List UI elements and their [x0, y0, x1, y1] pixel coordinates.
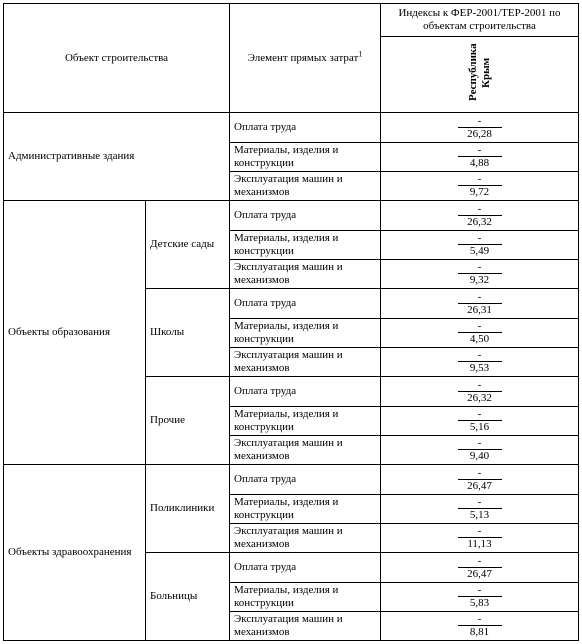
value: 4,88 — [469, 157, 490, 169]
value-cell — [381, 524, 579, 553]
table-row — [4, 113, 579, 143]
value-dash: - — [458, 379, 502, 392]
element-materials: Материалы, изделия и конструкции — [230, 583, 381, 612]
value-dash: - — [458, 232, 502, 245]
value: 5,16 — [469, 421, 490, 433]
value-dash: - — [458, 261, 502, 274]
object-education: Объекты образования — [4, 201, 146, 465]
header-region — [381, 37, 579, 113]
value-cell — [381, 583, 579, 612]
header-row — [4, 4, 579, 37]
element-machines: Эксплуатация машин и механизмов — [230, 612, 381, 641]
object-health: Объекты здравоохранения — [4, 465, 146, 641]
element-labor: Оплата труда — [230, 201, 381, 231]
value-dash: - — [458, 173, 502, 186]
value-cell — [381, 260, 579, 289]
value-dash: - — [458, 437, 502, 450]
value-cell — [381, 143, 579, 172]
subobject-schools: Школы — [146, 289, 230, 377]
value: 8,81 — [469, 626, 490, 638]
value: 26,47 — [467, 479, 492, 492]
element-machines: Эксплуатация машин и механизмов — [230, 172, 381, 201]
value: 26,47 — [467, 567, 492, 580]
value: 26,28 — [467, 127, 492, 140]
value-dash: - — [458, 408, 502, 421]
element-labor: Оплата труда — [230, 553, 381, 583]
header-indices-label: Индексы к ФЕР-2001/ТЕР-2001 по объектам строительства — [398, 7, 561, 32]
header-region-label: Республика Крым — [466, 43, 492, 102]
element-materials: Материалы, изделия и конструкции — [230, 143, 381, 172]
value-dash: - — [458, 203, 502, 216]
value-cell — [381, 113, 579, 143]
value-dash: - — [458, 291, 502, 304]
subobject-clinics: Поликлиники — [146, 465, 230, 553]
header-element — [230, 4, 381, 113]
element-materials: Материалы, изделия и конструкции — [230, 407, 381, 436]
subobject-kindergartens: Детские сады — [146, 201, 230, 289]
element-machines: Эксплуатация машин и механизмов — [230, 260, 381, 289]
value: 5,83 — [469, 597, 490, 609]
element-machines: Эксплуатация машин и механизмов — [230, 524, 381, 553]
value: 26,32 — [467, 391, 492, 404]
header-element-label: Элемент прямых затрат — [247, 51, 359, 64]
value: 11,13 — [467, 538, 492, 550]
value-cell — [381, 495, 579, 524]
element-labor: Оплата труда — [230, 465, 381, 495]
value-dash: - — [458, 144, 502, 157]
header-object — [4, 4, 230, 113]
value: 26,32 — [467, 215, 492, 228]
value-cell — [381, 465, 579, 495]
value-dash: - — [458, 320, 502, 333]
value: 9,40 — [469, 450, 490, 462]
value-dash: - — [458, 115, 502, 128]
subobject-hospitals: Больницы — [146, 553, 230, 641]
element-materials: Материалы, изделия и конструкции — [230, 495, 381, 524]
value-dash: - — [458, 613, 502, 626]
header-indices — [381, 4, 579, 37]
value-cell — [381, 612, 579, 641]
element-labor: Оплата труда — [230, 289, 381, 319]
value: 26,31 — [467, 303, 492, 316]
value-cell — [381, 436, 579, 465]
value-cell — [381, 553, 579, 583]
subobject-other: Прочие — [146, 377, 230, 465]
value-dash: - — [458, 555, 502, 568]
element-machines: Эксплуатация машин и механизмов — [230, 436, 381, 465]
table-row — [4, 465, 579, 495]
value-dash: - — [458, 496, 502, 509]
value: 9,32 — [469, 274, 490, 286]
value-cell — [381, 289, 579, 319]
value: 5,13 — [469, 509, 490, 521]
table-row — [4, 201, 579, 231]
element-machines: Эксплуатация машин и механизмов — [230, 348, 381, 377]
value-dash: - — [458, 584, 502, 597]
value-cell — [381, 172, 579, 201]
value-cell — [381, 319, 579, 348]
element-labor: Оплата труда — [230, 113, 381, 143]
value-dash: - — [458, 525, 502, 538]
element-materials: Материалы, изделия и конструкции — [230, 319, 381, 348]
element-materials: Материалы, изделия и конструкции — [230, 231, 381, 260]
value-dash: - — [458, 467, 502, 480]
object-admin: Административные здания — [4, 113, 230, 201]
value: 4,50 — [469, 333, 490, 345]
value: 9,53 — [469, 362, 490, 374]
indices-table — [3, 3, 579, 641]
value-cell — [381, 348, 579, 377]
value-dash: - — [458, 349, 502, 362]
header-object-label: Объект строительства — [64, 51, 169, 64]
footnote-marker: 1 — [358, 48, 363, 58]
value-cell — [381, 231, 579, 260]
value-cell — [381, 201, 579, 231]
value-cell — [381, 407, 579, 436]
value: 9,72 — [469, 186, 490, 198]
value-cell — [381, 377, 579, 407]
element-labor: Оплата труда — [230, 377, 381, 407]
value: 5,49 — [469, 245, 490, 257]
